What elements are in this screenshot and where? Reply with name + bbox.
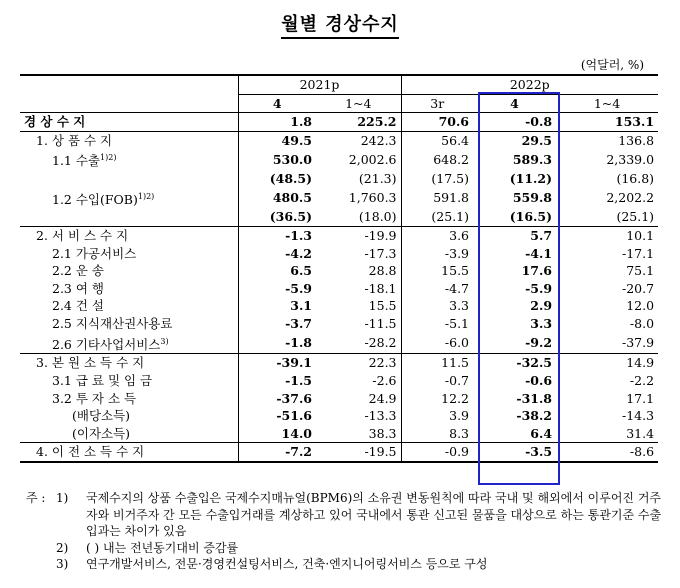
table-row [20, 227, 658, 245]
cell-value: 3.3 [401, 297, 473, 315]
cell-value: -38.2 [516, 408, 553, 424]
cell-value: 75.1 [626, 263, 655, 279]
cell-value: -2.6 [372, 372, 397, 388]
row-label: 3.1 급 료 및 임 금 [52, 372, 153, 388]
cell-value: (16.8) [616, 171, 655, 187]
footnotes [26, 490, 666, 573]
cell-value: 15.5 [401, 262, 473, 280]
cell-value: 38.3 [368, 425, 397, 441]
cell-value: 2,339.0 [606, 151, 655, 167]
cell-value: (36.5) [238, 208, 316, 226]
cell-value: -9.2 [525, 335, 553, 351]
table-row [20, 443, 658, 462]
cell-value: -1.8 [238, 333, 316, 354]
cell-value: 2,202.2 [606, 190, 655, 206]
note-num: 1) [56, 491, 69, 505]
cell-value: -37.9 [621, 335, 655, 351]
cell-value: -20.7 [621, 280, 655, 296]
cell-value: -3.5 [473, 443, 556, 462]
cell-value: -18.1 [364, 280, 397, 296]
cell-value: 24.9 [368, 390, 397, 406]
row-label: 2. 서 비 스 수 지 [20, 227, 238, 245]
cell-value: -32.5 [473, 354, 556, 372]
cell-value: 10.1 [556, 227, 658, 245]
cell-value: -11.5 [364, 316, 397, 332]
footnote-1 [26, 490, 666, 540]
cell-value: 28.8 [368, 263, 397, 279]
row-label: 2.3 여 행 [52, 280, 104, 296]
cell-value: -0.7 [401, 372, 473, 390]
cell-value: 6.5 [238, 262, 316, 280]
footnote-2 [26, 540, 666, 557]
cell-value: 591.8 [401, 188, 473, 209]
header-col: 1~4 [316, 94, 401, 113]
cell-value: 480.5 [238, 188, 316, 209]
cell-value: 12.2 [401, 390, 473, 408]
row-label: 1. 상 품 수 지 [20, 131, 238, 149]
cell-value: -17.3 [364, 245, 397, 261]
footnote-ref: 3) [160, 336, 169, 346]
cell-value: (16.5) [509, 209, 553, 225]
cell-value: (25.1) [616, 209, 655, 225]
cell-value: 11.5 [401, 354, 473, 372]
row-label: 2.1 가공서비스 [52, 245, 137, 261]
cell-value: -8.0 [629, 316, 655, 332]
header-row-months [20, 94, 658, 113]
cell-value: 70.6 [401, 113, 473, 132]
note-num: 2) [56, 540, 69, 555]
footnote-ref: 1)2) [100, 153, 117, 163]
cell-value: -0.8 [473, 113, 556, 132]
cell-value: -14.3 [621, 408, 655, 424]
table-row [20, 425, 658, 443]
cell-value: 648.2 [401, 149, 473, 170]
table-row [20, 407, 658, 425]
table-row [20, 170, 658, 188]
cell-value: (48.5) [238, 170, 316, 188]
cell-value: 225.2 [316, 113, 401, 132]
row-label [20, 208, 238, 226]
row-label: 1.1 수출$^{1)2)}$ [52, 153, 117, 169]
cell-value: 14.9 [556, 354, 658, 372]
cell-value: 530.0 [238, 149, 316, 170]
cell-value: -39.1 [238, 354, 316, 372]
table-row [20, 390, 658, 408]
row-label: 4. 이 전 소 득 수 지 [20, 443, 238, 462]
cell-value: -31.8 [516, 390, 553, 406]
cell-value: -13.3 [364, 408, 397, 424]
note-num: 3) [56, 557, 69, 571]
note-text: ( ) 내는 전년동기대비 증감률 [86, 540, 239, 555]
cell-value: 3.9 [401, 407, 473, 425]
cell-value: 3.1 [238, 297, 316, 315]
row-label: 3.2 투 자 소 득 [52, 390, 137, 406]
cell-value: -5.9 [238, 280, 316, 298]
cell-value: 15.5 [368, 298, 397, 314]
cell-value: 136.8 [556, 131, 658, 149]
note-text: 국제수지의 상품 수출입은 국제수지매뉴얼(BPM6)의 소유권 변동원칙에 따라 국내 및 해외에서 이루어진 거주자와 비거주자 간 모든 수출입거래를 계상하고 있어 국내에서 통관 신고된 물품을 대상으로 하는 통관기준 수출입과는 차이가 있음 [86, 491, 662, 538]
header-col: 4 [238, 94, 316, 113]
row-label: 2.4 건 설 [52, 298, 104, 314]
cell-value: 12.0 [626, 298, 655, 314]
table-row [20, 372, 658, 390]
header-2021: 2021p [238, 75, 401, 94]
cell-value: -5.1 [401, 315, 473, 333]
cell-value: -3.7 [238, 315, 316, 333]
table-row [20, 131, 658, 149]
cell-value: -6.0 [401, 333, 473, 354]
row-label: 2.5 지식재산권사용료 [52, 316, 173, 332]
cell-value: (11.2) [509, 171, 553, 187]
row-label: (배당소득) [72, 408, 131, 424]
cell-value: (25.1) [401, 208, 473, 226]
cell-value: -19.5 [316, 443, 401, 462]
cell-value: -37.6 [238, 390, 316, 408]
cell-value: (18.0) [358, 209, 397, 225]
row-label: 경 상 수 지 [20, 113, 238, 132]
cell-value: 31.4 [626, 425, 655, 441]
balance-table [20, 74, 658, 463]
header-col: 3r [401, 94, 473, 113]
header-col: 4 [473, 94, 556, 113]
cell-value: -8.6 [556, 443, 658, 462]
cell-value: 22.3 [316, 354, 401, 372]
cell-value: -2.2 [629, 372, 655, 388]
cell-value: 153.1 [556, 113, 658, 132]
cell-value: -19.9 [316, 227, 401, 245]
cell-value: (21.3) [358, 171, 397, 187]
page-title: 월별 경상수지 [0, 10, 680, 36]
cell-value: -1.5 [238, 372, 316, 390]
table-row [20, 188, 658, 209]
cell-value: -4.2 [238, 245, 316, 263]
table-row [20, 262, 658, 280]
cell-value: 14.0 [238, 425, 316, 443]
cell-value: 589.3 [512, 151, 553, 167]
cell-value: 29.5 [473, 131, 556, 149]
cell-value: -0.9 [401, 443, 473, 462]
header-2022: 2022p [401, 75, 658, 94]
cell-value: 17.6 [521, 263, 553, 279]
row-label: (이자소득) [72, 425, 131, 441]
table-row [20, 315, 658, 333]
cell-value: 559.8 [512, 190, 553, 206]
cell-value: 1,760.3 [348, 190, 397, 206]
cell-value: 3.3 [530, 316, 553, 332]
cell-value: 6.4 [530, 425, 553, 441]
header-row-years [20, 75, 658, 94]
cell-value: 2.9 [530, 298, 553, 314]
cell-value: -1.3 [238, 227, 316, 245]
cell-value: -17.1 [621, 245, 655, 261]
cell-value: -51.6 [238, 407, 316, 425]
cell-value: -0.6 [525, 372, 553, 388]
cell-value: 49.5 [238, 131, 316, 149]
row-label: 3. 본 원 소 득 수 지 [20, 354, 238, 372]
cell-value: 3.6 [401, 227, 473, 245]
table-row [20, 245, 658, 263]
cell-value: (17.5) [401, 170, 473, 188]
row-label [20, 170, 238, 188]
cell-value: 2,002.6 [348, 151, 397, 167]
cell-value: -5.9 [525, 280, 553, 296]
cell-value: 1.8 [238, 113, 316, 132]
table-body [20, 113, 658, 462]
row-label: 2.6 기타사업서비스$^{3)}$ [52, 336, 169, 352]
cell-value: 5.7 [473, 227, 556, 245]
cell-value: 242.3 [316, 131, 401, 149]
cell-value: -4.7 [401, 280, 473, 298]
table-row [20, 297, 658, 315]
cell-value: 8.3 [401, 425, 473, 443]
cell-value: -28.2 [364, 335, 397, 351]
row-label: 2.2 운 송 [52, 263, 104, 279]
header-col: 1~4 [556, 94, 658, 113]
footnote-ref: 1)2) [137, 191, 155, 201]
cell-value: -4.1 [525, 245, 553, 261]
cell-value: -3.9 [401, 245, 473, 263]
unit-label: (억달러, %) [580, 58, 644, 72]
note-prefix: 주 : [26, 491, 46, 505]
table-row [20, 354, 658, 372]
footnote-3 [26, 556, 666, 573]
table-row [20, 280, 658, 298]
table-row [20, 113, 658, 132]
table-row [20, 333, 658, 354]
row-label: 1.2 수입(FOB)$^{1)2)}$ [52, 191, 155, 207]
table-row [20, 149, 658, 170]
cell-value: 56.4 [401, 131, 473, 149]
cell-value: 17.1 [626, 390, 655, 406]
cell-value: -7.2 [238, 443, 316, 462]
table-row [20, 208, 658, 226]
note-text: 연구개발서비스, 전문·경영컨설팅서비스, 건축·엔지니어링서비스 등으로 구성 [86, 557, 488, 571]
